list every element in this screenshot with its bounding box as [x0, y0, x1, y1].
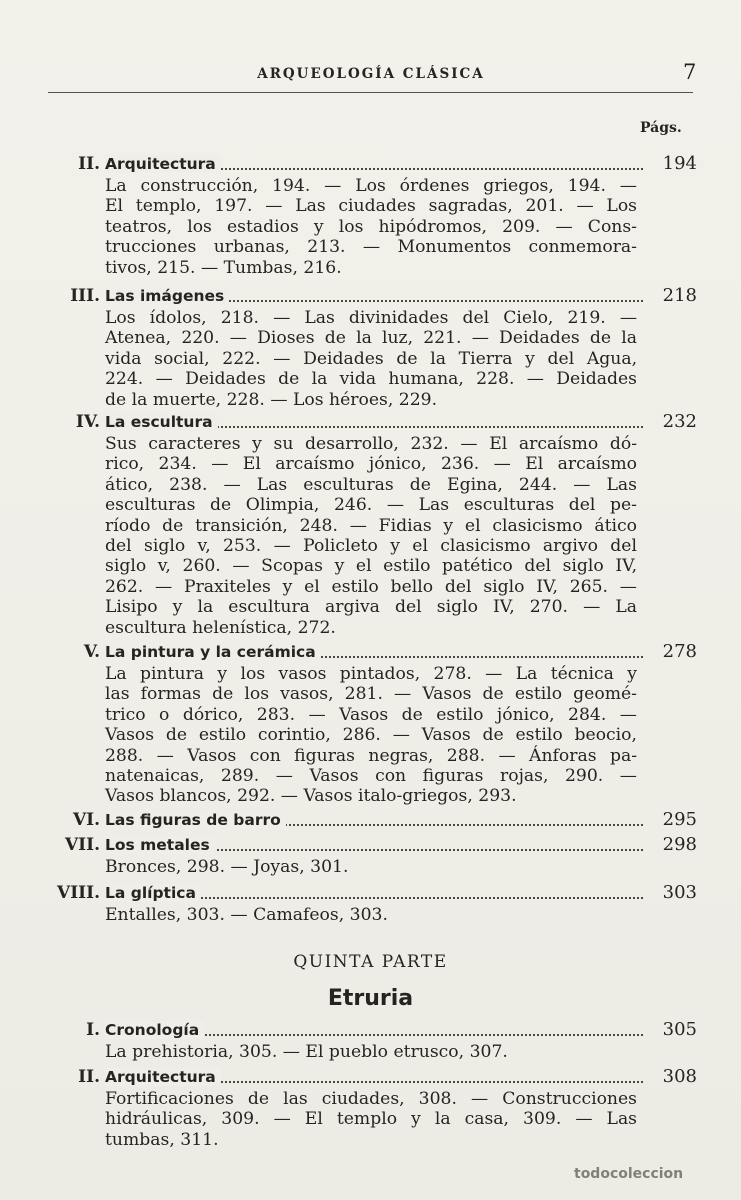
- watermark: todocoleccion: [574, 1166, 684, 1182]
- toc-entry-heading: [0, 152, 741, 176]
- chapter-title-row: [105, 881, 643, 905]
- chapter-subsections: [105, 905, 637, 925]
- subsection-line: Bronces, 298. — Joyas, 301.: [105, 857, 349, 877]
- subsection-line: 262. — Praxiteles y el estilo bello del siglo IV, 265. —: [105, 576, 637, 597]
- chapter-title-row: [105, 833, 643, 857]
- chapter-number: II.: [78, 1067, 100, 1087]
- chapter-title-row: [105, 1065, 643, 1089]
- toc-entry: [0, 640, 741, 807]
- subsection-line: esculturas de Olimpia, 246. — Las esculturas del pe-: [105, 495, 637, 516]
- toc-entry: [0, 152, 741, 278]
- running-head: [0, 60, 741, 90]
- subsection-line: Vasos blancos, 292. — Vasos italo-griegos, 293.: [105, 786, 517, 807]
- toc-entry: [0, 808, 741, 832]
- toc-entry-heading: [0, 808, 741, 832]
- toc-entry-heading: [0, 1065, 741, 1089]
- chapter-number: II.: [78, 154, 100, 174]
- toc-entry-heading: [0, 1018, 741, 1042]
- chapter-title: La glíptica: [105, 884, 201, 902]
- part-heading: QUINTA PARTE: [293, 952, 448, 972]
- chapter-title-row: [105, 284, 643, 308]
- toc-entry: [0, 833, 741, 877]
- chapter-title-row: [105, 640, 643, 664]
- toc-entry: [0, 881, 741, 925]
- chapter-subsections: [105, 176, 637, 278]
- chapter-subsections: [105, 664, 637, 807]
- toc-entry: [0, 284, 741, 410]
- subsection-line: rico, 234. — El arcaísmo jónico, 236. — El arcaísmo: [105, 454, 637, 475]
- chapter-page-number: 232: [662, 411, 697, 432]
- chapter-title: Las figuras de barro: [105, 811, 286, 829]
- subsection-line: Entalles, 303. — Camafeos, 303.: [105, 905, 388, 925]
- subsection-line: trucciones urbanas, 213. — Monumentos conmemora-: [105, 237, 637, 258]
- chapter-title: Arquitectura: [105, 1068, 221, 1086]
- subsection-line: La prehistoria, 305. — El pueblo etrusco, 307.: [105, 1042, 508, 1062]
- chapter-title-row: [105, 152, 643, 176]
- subsection-line: del siglo v, 253. — Policleto y el clasicismo argivo del: [105, 536, 637, 557]
- subsection-line: hidráulicas, 309. — El templo y la casa, 309. — Las: [105, 1109, 638, 1130]
- subsection-line: escultura helenística, 272.: [105, 617, 336, 638]
- chapter-page-number: 298: [662, 834, 697, 855]
- subsection-line: natenaicas, 289. — Vasos con figuras rojas, 290. —: [105, 766, 637, 787]
- pages-column-label: Págs.: [640, 120, 682, 136]
- chapter-number: VII.: [64, 835, 100, 855]
- chapter-title-row: [105, 410, 643, 434]
- chapter-subsections: [105, 1089, 637, 1150]
- toc-entry: [0, 410, 741, 638]
- chapter-subsections: [105, 308, 637, 410]
- subsection-line: La construcción, 194. — Los órdenes griegos, 194. —: [105, 176, 637, 196]
- chapter-title: Los metales: [105, 836, 215, 854]
- chapter-subsections: [105, 434, 637, 638]
- subsection-line: teatros, los estadios y los hipódromos, 209. — Cons-: [105, 216, 637, 237]
- chapter-number: III.: [70, 286, 100, 306]
- chapter-page-number: 308: [662, 1066, 697, 1087]
- subsection-line: El templo, 197. — Las ciudades sagradas, 201. — Los: [105, 196, 637, 217]
- subsection-line: Atenea, 220. — Dioses de la luz, 221. — Deidades de la: [105, 328, 638, 349]
- chapter-page-number: 305: [662, 1019, 697, 1040]
- subsection-line: Sus caracteres y su desarrollo, 232. — El arcaísmo dó-: [105, 434, 637, 454]
- subsection-line: Vasos de estilo corintio, 286. — Vasos de estilo beocio,: [105, 725, 637, 746]
- chapter-number: I.: [86, 1020, 100, 1040]
- subsection-line: Los ídolos, 218. — Las divinidades del Cielo, 219. —: [105, 308, 638, 328]
- chapter-title-row: [105, 808, 643, 832]
- chapter-number: IV.: [75, 412, 100, 432]
- subsection-line: ríodo de transición, 248. — Fidias y el clasicismo ático: [105, 515, 638, 536]
- chapter-page-number: 303: [662, 882, 697, 903]
- subsection-line: La pintura y los vasos pintados, 278. — La técnica y: [105, 664, 637, 684]
- subsection-line: vida social, 222. — Deidades de la Tierra y del Agua,: [105, 348, 638, 369]
- chapter-number: VI.: [72, 810, 100, 830]
- toc-entry: [0, 1018, 741, 1062]
- page-number: 7: [683, 60, 697, 84]
- chapter-title: La pintura y la cerámica: [105, 643, 321, 661]
- chapter-subsections: [105, 1042, 637, 1062]
- toc-entry-heading: [0, 284, 741, 308]
- subsection-line: ático, 238. — Las esculturas de Egina, 244. — Las: [105, 474, 637, 495]
- toc-entry-heading: [0, 833, 741, 857]
- subsection-line: Fortificaciones de las ciudades, 308. — Construcciones: [105, 1089, 637, 1109]
- running-title: ARQUEOLOGÍA CLÁSICA: [257, 66, 485, 82]
- toc-entry-heading: [0, 640, 741, 664]
- chapter-number: VIII.: [57, 883, 100, 903]
- chapter-subsections: [105, 857, 637, 877]
- chapter-title: La escultura: [105, 413, 218, 431]
- header-rule: [48, 92, 693, 93]
- subsection-line: 288. — Vasos con figuras negras, 288. — Ánforas pa-: [105, 745, 637, 766]
- chapter-number: V.: [83, 642, 100, 662]
- subsection-line: tivos, 215. — Tumbas, 216.: [105, 257, 342, 278]
- subsection-line: de la muerte, 228. — Los héroes, 229.: [105, 389, 438, 410]
- chapter-title: Arquitectura: [105, 155, 221, 173]
- chapter-page-number: 295: [662, 809, 697, 830]
- chapter-title: Cronología: [105, 1021, 204, 1039]
- toc-entry: [0, 1065, 741, 1150]
- chapter-page-number: 218: [662, 285, 697, 306]
- chapter-page-number: 278: [662, 641, 697, 662]
- chapter-title-row: [105, 1018, 643, 1042]
- chapter-page-number: 194: [662, 153, 697, 174]
- subsection-line: Lisipo y la escultura argiva del siglo IV, 270. — La: [105, 597, 638, 618]
- toc-entry-heading: [0, 881, 741, 905]
- subsection-line: 224. — Deidades de la vida humana, 228. — Deidades: [105, 369, 637, 390]
- chapter-title: Las imágenes: [105, 287, 229, 305]
- subsection-line: trico o dórico, 283. — Vasos de estilo jónico, 284. —: [105, 704, 637, 725]
- subsection-line: tumbas, 311.: [105, 1129, 219, 1150]
- subsection-line: siglo v, 260. — Scopas y el estilo patético del siglo IV,: [105, 556, 638, 577]
- section-heading: Etruria: [327, 986, 414, 1011]
- toc-entry-heading: [0, 410, 741, 434]
- subsection-line: las formas de los vasos, 281. — Vasos de estilo geomé-: [105, 684, 637, 705]
